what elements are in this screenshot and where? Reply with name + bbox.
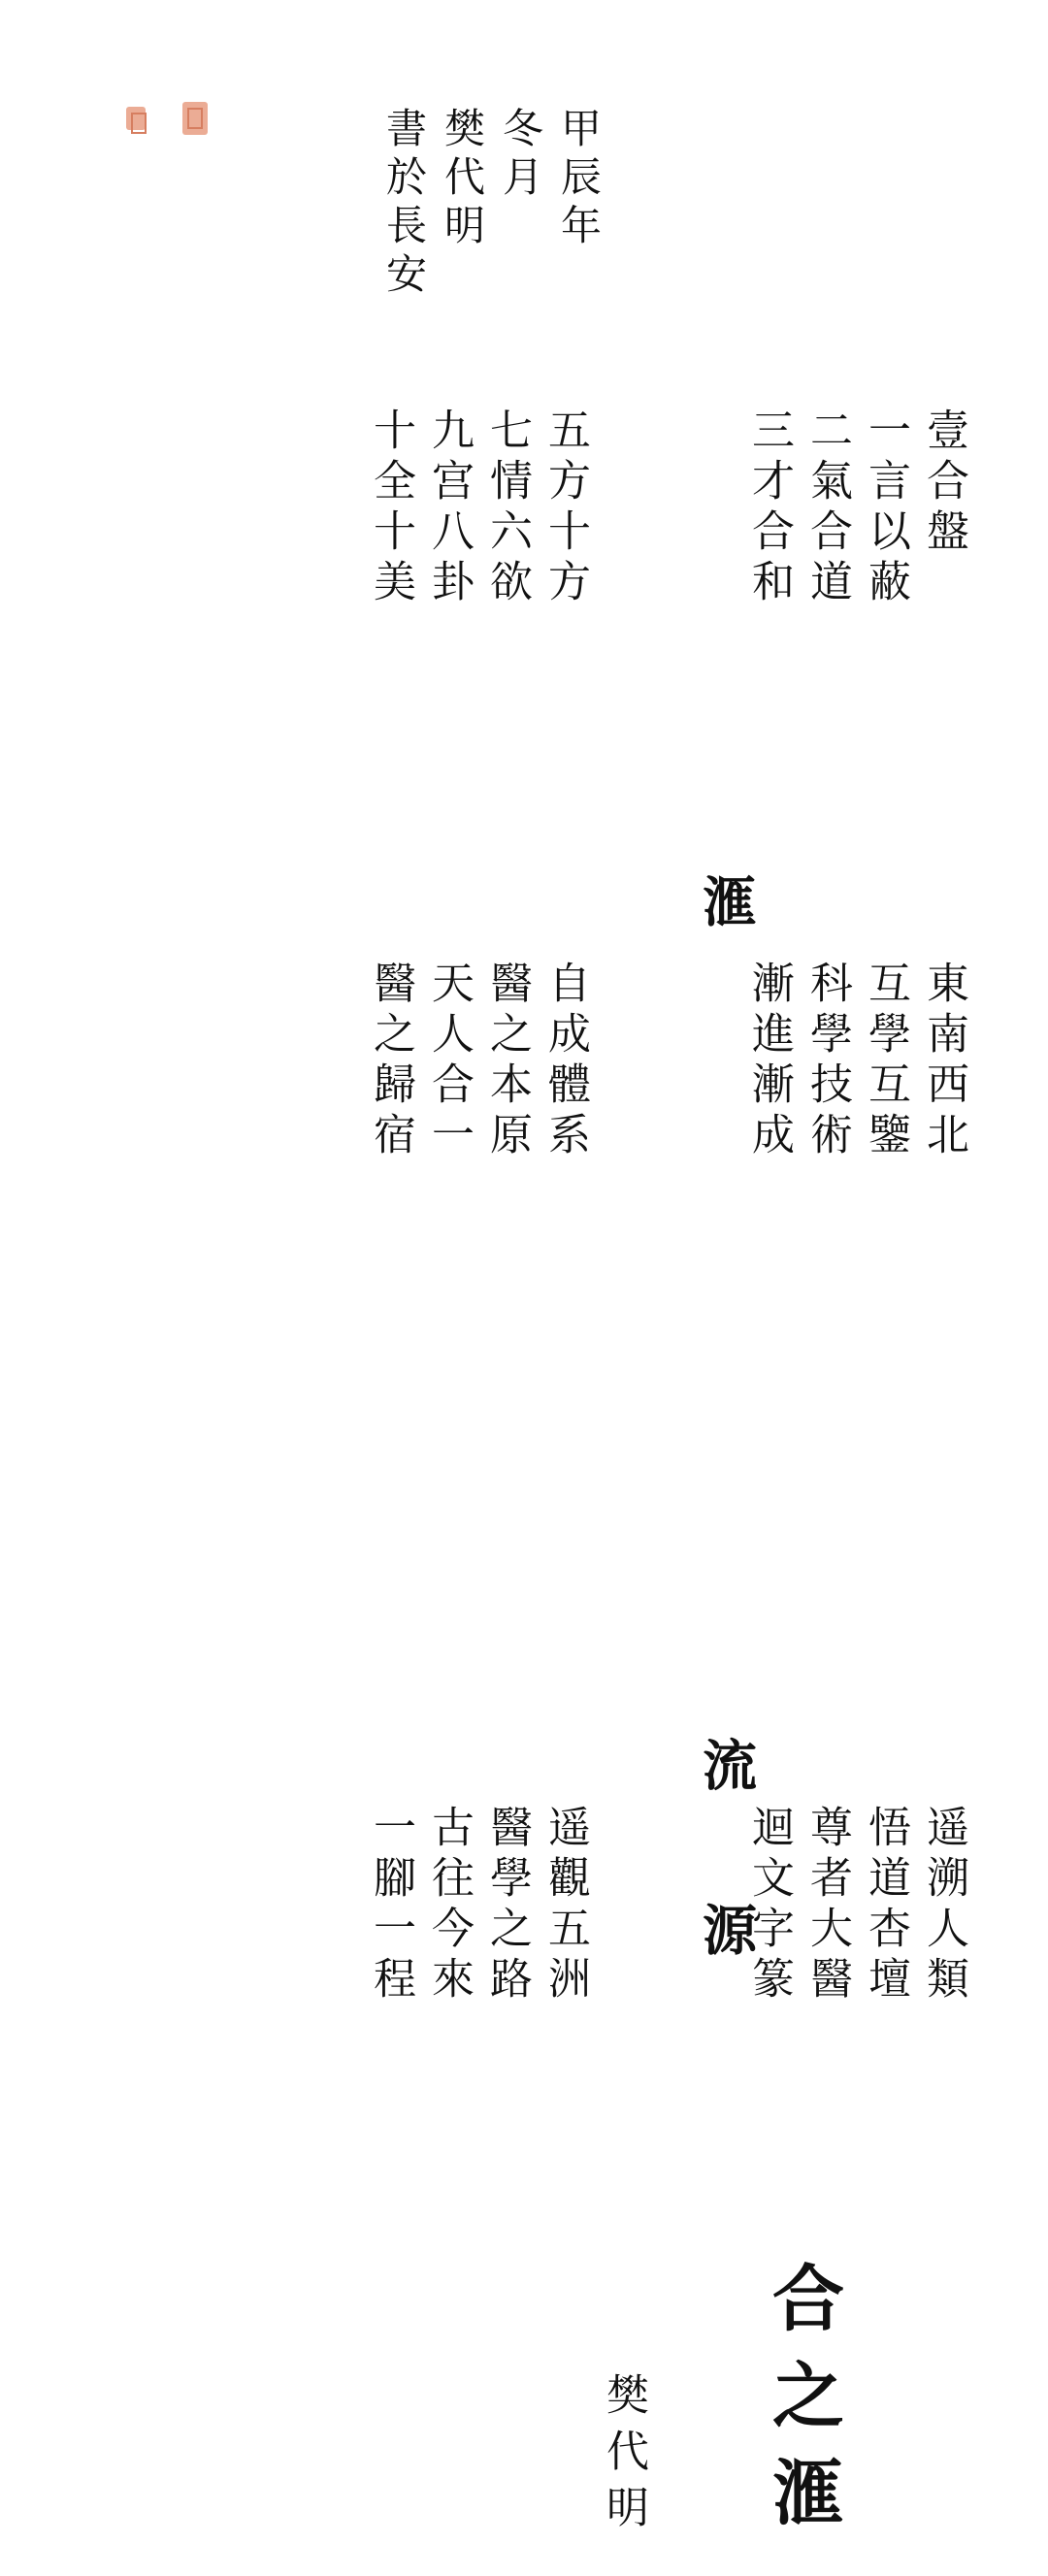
- poem-line: 醫之本原: [482, 961, 532, 1162]
- seal-stamp-large: [182, 102, 208, 135]
- section-heading-hui: 滙: [694, 873, 758, 935]
- poem-line: 迴文字篆: [744, 1805, 794, 2006]
- poem-line: 遥觀五洲: [540, 1805, 590, 2006]
- section-heading-liu: 流: [694, 1737, 758, 1799]
- author-name: 樊代明: [599, 2372, 648, 2541]
- colophon-line: 冬月: [497, 107, 544, 204]
- poem-line: 遥溯人類: [919, 1805, 968, 2006]
- poem-line: 天人合一: [424, 961, 474, 1162]
- poem-line: 五方十方: [540, 408, 590, 609]
- poem-line: 一言以蔽: [861, 408, 910, 609]
- colophon-line: 樊代明: [439, 107, 486, 252]
- poem-line: 醫學之路: [482, 1805, 532, 2006]
- poem-line: 三才合和: [744, 408, 794, 609]
- poem-line: 二氣合道: [802, 408, 852, 609]
- poem-line: 醫之歸宿: [366, 961, 415, 1162]
- poem-line: 壹合盤: [919, 408, 968, 559]
- poem-line: 古往今來: [424, 1805, 474, 2006]
- poem-line: 七情六欲: [482, 408, 532, 609]
- poem-line: 一腳一程: [366, 1805, 415, 2006]
- poem-line: 自成體系: [540, 961, 590, 1162]
- poem-line: 悟道杏壇: [861, 1805, 910, 2006]
- poem-line: 漸進漸成: [744, 961, 794, 1162]
- poem-title: 合之滙: [761, 2261, 844, 2552]
- poem-line: 科學技術: [802, 961, 852, 1162]
- poem-line: 互學互鑒: [861, 961, 910, 1162]
- poem-line: 十全十美: [366, 408, 415, 609]
- section-heading-yuan: 源: [694, 1902, 758, 1964]
- poem-line: 尊者大醫: [802, 1805, 852, 2006]
- colophon-line: 書於長安: [380, 107, 428, 301]
- colophon-line: 甲辰年: [555, 107, 603, 252]
- poem-line: 東南西北: [919, 961, 968, 1162]
- poem-line: 九宫八卦: [424, 408, 474, 609]
- seal-stamp-small: [126, 107, 146, 130]
